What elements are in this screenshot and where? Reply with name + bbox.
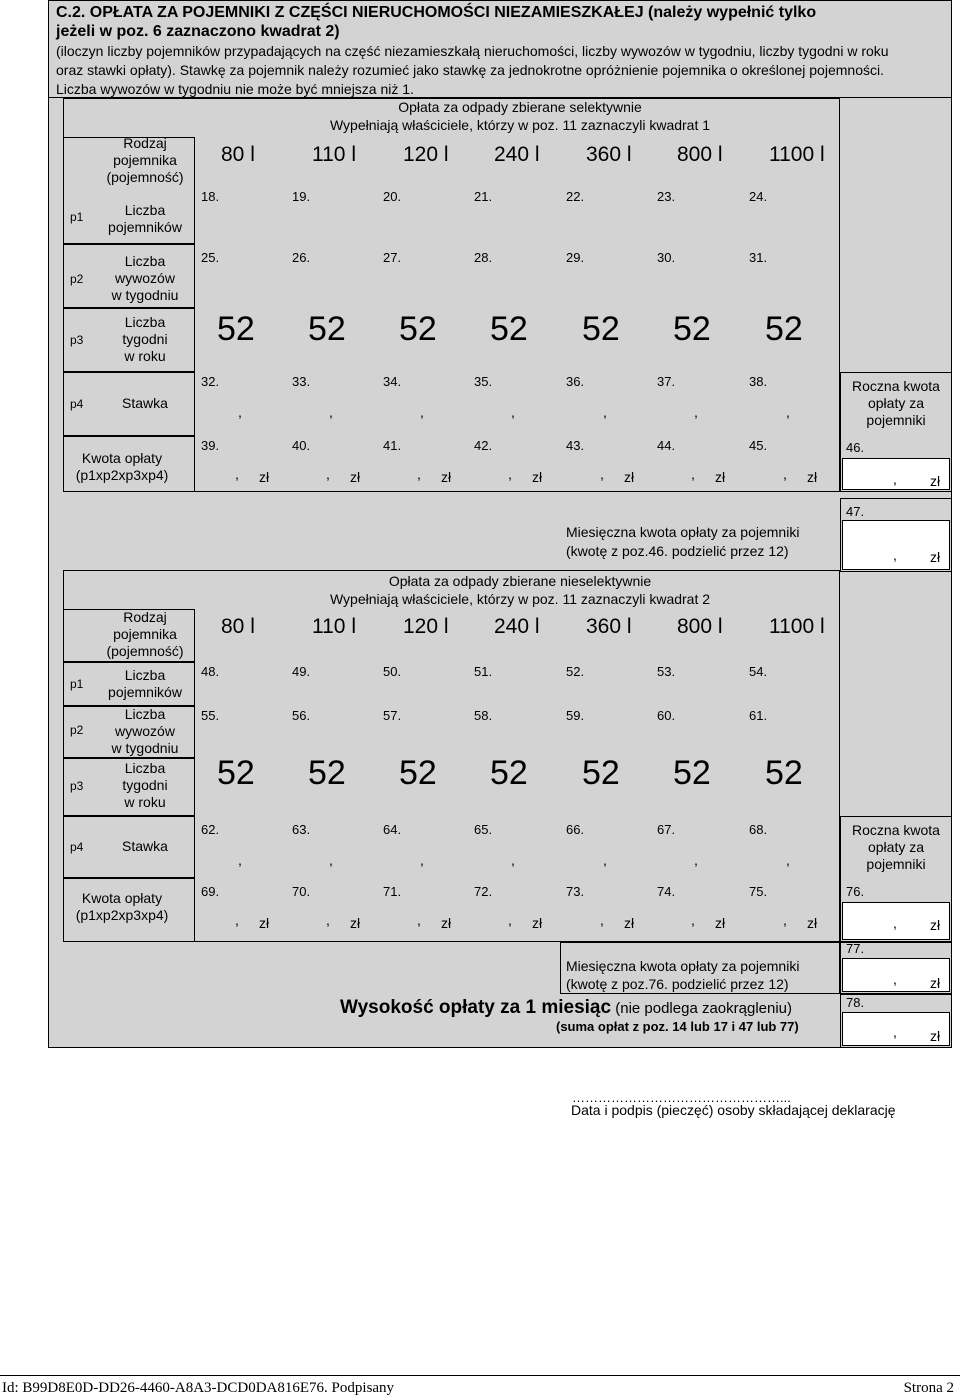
- selective-weeks-value: 52: [765, 310, 803, 348]
- field-47-number: 47.: [846, 504, 865, 519]
- label2-liczba-wywozow: Liczba wywozów w tygodniu: [111, 706, 179, 756]
- nonselective-count-field: 52.: [566, 664, 585, 679]
- label2-stawka: Stawka: [122, 838, 168, 854]
- selective-amount-comma: ,: [783, 466, 787, 482]
- nonselective-rate-comma: ,: [420, 852, 424, 868]
- selective-pickup-field: 29.: [566, 250, 585, 265]
- selective-amount-field: 44.: [657, 438, 676, 453]
- nonselective-weeks-value: 52: [399, 754, 437, 792]
- nonselective-pickup-field: 61.: [749, 708, 768, 723]
- selective-rate-comma: ,: [238, 404, 242, 420]
- selective-capacity: 360 l: [586, 143, 632, 166]
- nonselective-annual-label: Roczna kwota opłaty za pojemniki: [852, 822, 940, 872]
- selective-pickup-field: 27.: [383, 250, 402, 265]
- selective-amount-comma: ,: [326, 466, 330, 482]
- selective-count-field: 19.: [292, 189, 311, 204]
- nonselective-amount-comma: ,: [235, 912, 239, 928]
- nonselective-capacity: 800 l: [677, 615, 723, 638]
- label-p2: p2: [70, 272, 84, 286]
- label2-p3: p3: [70, 779, 84, 793]
- field-78-number: 78.: [846, 995, 865, 1010]
- field-78-currency: zł: [930, 1028, 941, 1044]
- label-p3: p3: [70, 333, 84, 347]
- selective-rate-field: 32.: [201, 374, 220, 389]
- nonselective-pickup-field: 59.: [566, 708, 585, 723]
- selective-count-field: 18.: [201, 189, 220, 204]
- selective-capacity: 240 l: [494, 143, 540, 166]
- label2-p1: p1: [70, 677, 84, 691]
- selective-amount-comma: ,: [600, 466, 604, 482]
- footer-page: Strona 2: [903, 1380, 954, 1396]
- field-76-comma: ,: [893, 915, 897, 931]
- nonselective-pickup-field: 60.: [657, 708, 676, 723]
- selective-weeks-value: 52: [490, 310, 528, 348]
- selective-rate-field: 33.: [292, 374, 311, 389]
- nonselective-subtitle: Wypełniają właściciele, którzy w poz. 11 zaznaczyli kwadrat 2: [329, 591, 711, 607]
- selective-amount-currency: zł: [715, 469, 726, 485]
- signature-label: Data i podpis (pieczęć) osoby składającej deklarację: [571, 1102, 896, 1118]
- nonselective-amount-currency: zł: [441, 915, 452, 931]
- nonselective-rate-comma: ,: [238, 852, 242, 868]
- nonselective-amount-comma: ,: [783, 912, 787, 928]
- selective-rate-comma: ,: [603, 404, 607, 420]
- selective-pickup-field: 31.: [749, 250, 768, 265]
- selective-rate-field: 34.: [383, 374, 402, 389]
- nonselective-pickup-field: 57.: [383, 708, 402, 723]
- nonselective-amount-field: 70.: [292, 884, 311, 899]
- label-kwota: Kwota opłaty (p1xp2xp3xp4): [75, 450, 169, 483]
- nonselective-weeks-value: 52: [308, 754, 346, 792]
- section-desc-1: (iloczyn liczby pojemników przypadających na część niezamieszkałą nieruchomości, liczby wywozów w tygodniu, liczby tygodni w roku: [56, 43, 889, 59]
- selective-rate-comma: ,: [329, 404, 333, 420]
- selective-rate-field: 38.: [749, 374, 768, 389]
- field-47-comma: ,: [893, 547, 897, 563]
- nonselective-amount-comma: ,: [326, 912, 330, 928]
- selective-amount-field: 40.: [292, 438, 311, 453]
- label-p1: p1: [70, 210, 84, 224]
- selective-weeks-value: 52: [673, 310, 711, 348]
- selective-amount-currency: zł: [350, 469, 361, 485]
- nonselective-weeks-value: 52: [217, 754, 255, 792]
- selective-amount-comma: ,: [417, 466, 421, 482]
- selective-amount-currency: zł: [259, 469, 270, 485]
- selective-weeks-value: 52: [582, 310, 620, 348]
- nonselective-amount-field: 69.: [201, 884, 220, 899]
- nonselective-amount-currency: zł: [715, 915, 726, 931]
- field-46-comma: ,: [893, 471, 897, 487]
- selective-rate-comma: ,: [786, 404, 790, 420]
- label-stawka: Stawka: [122, 395, 168, 411]
- nonselective-weeks-value: 52: [765, 754, 803, 792]
- selective-amount-field: 45.: [749, 438, 768, 453]
- nonselective-rate-field: 63.: [292, 822, 311, 837]
- nonselective-count-field: 54.: [749, 664, 768, 679]
- label-liczba-pojemnikow: Liczba pojemników: [108, 202, 182, 235]
- field-77-currency: zł: [930, 975, 941, 991]
- nonselective-amount-field: 73.: [566, 884, 585, 899]
- footer-id: Id: B99D8E0D-DD26-4460-A8A3-DCD0DA816E76. Podpisany: [2, 1380, 395, 1396]
- selective-count-field: 22.: [566, 189, 585, 204]
- selective-capacity: 800 l: [677, 143, 723, 166]
- nonselective-rate-field: 66.: [566, 822, 585, 837]
- label2-p2: p2: [70, 723, 84, 737]
- nonselective-amount-currency: zł: [624, 915, 635, 931]
- selective-amount-field: 39.: [201, 438, 220, 453]
- nonselective-amount-comma: ,: [417, 912, 421, 928]
- selective-amount-field: 43.: [566, 438, 585, 453]
- selective-count-field: 23.: [657, 189, 676, 204]
- nonselective-rate-field: 65.: [474, 822, 493, 837]
- selective-rate-comma: ,: [694, 404, 698, 420]
- label2-rodzaj: Rodzaj pojemnika (pojemność): [106, 609, 184, 659]
- nonselective-amount-currency: zł: [807, 915, 818, 931]
- nonselective-capacity: 240 l: [494, 615, 540, 638]
- selective-title: Opłata za odpady zbierane selektywnie: [398, 99, 642, 115]
- nonselective-amount-field: 71.: [383, 884, 402, 899]
- field-76-number: 76.: [846, 884, 865, 899]
- total-label: Wysokość opłaty za 1 miesiąc (nie podlega zaokrągleniu): [340, 997, 793, 1018]
- nonselective-rate-field: 62.: [201, 822, 220, 837]
- nonselective-amount-currency: zł: [259, 915, 270, 931]
- nonselective-rate-comma: ,: [786, 852, 790, 868]
- selective-monthly-label: Miesięczna kwota opłaty za pojemniki: [566, 524, 800, 540]
- selective-weeks-value: 52: [399, 310, 437, 348]
- nonselective-count-field: 49.: [292, 664, 311, 679]
- selective-rate-field: 36.: [566, 374, 585, 389]
- label2-liczba-tygodni: Liczba tygodni w roku: [122, 760, 168, 810]
- field-78-comma: ,: [893, 1024, 897, 1040]
- nonselective-count-field: 53.: [657, 664, 676, 679]
- nonselective-amount-field: 75.: [749, 884, 768, 899]
- field-46-currency: zł: [930, 473, 941, 489]
- label2-p4: p4: [70, 840, 84, 854]
- selective-weeks-value: 52: [308, 310, 346, 348]
- total-sum-note: (suma opłat z poz. 14 lub 17 i 47 lub 77): [556, 1019, 799, 1034]
- label-liczba-tygodni: Liczba tygodni w roku: [122, 314, 168, 364]
- nonselective-count-field: 51.: [474, 664, 493, 679]
- nonselective-rate-comma: ,: [694, 852, 698, 868]
- selective-count-field: 21.: [474, 189, 493, 204]
- section-title: C.2. OPŁATA ZA POJEMNIKI Z CZĘŚCI NIERUCHOMOŚCI NIEZAMIESZKAŁEJ (należy wypełnić tylko: [56, 4, 817, 21]
- selective-amount-currency: zł: [441, 469, 452, 485]
- selective-annual-label: Roczna kwota opłaty za pojemniki: [852, 378, 940, 428]
- selective-rate-field: 35.: [474, 374, 493, 389]
- field-46-number: 46.: [846, 440, 865, 455]
- nonselective-rate-field: 67.: [657, 822, 676, 837]
- selective-amount-comma: ,: [508, 466, 512, 482]
- selective-rate-field: 37.: [657, 374, 676, 389]
- nonselective-monthly-note: (kwotę z poz.76. podzielić przez 12): [566, 976, 789, 992]
- section-title-cont: jeżeli w poz. 6 zaznaczono kwadrat 2): [56, 23, 340, 40]
- footer-bar: [0, 1375, 960, 1400]
- nonselective-capacity: 1100 l: [769, 615, 825, 638]
- signature-dots: …………………………………………...: [572, 1090, 791, 1105]
- nonselective-pickup-field: 58.: [474, 708, 493, 723]
- nonselective-rate-field: 68.: [749, 822, 768, 837]
- nonselective-rate-comma: ,: [603, 852, 607, 868]
- selective-capacity: 80 l: [221, 143, 255, 166]
- nonselective-amount-comma: ,: [691, 912, 695, 928]
- nonselective-amount-field: 72.: [474, 884, 493, 899]
- selective-amount-comma: ,: [235, 466, 239, 482]
- selective-count-field: 24.: [749, 189, 768, 204]
- nonselective-weeks-value: 52: [673, 754, 711, 792]
- nonselective-amount-comma: ,: [600, 912, 604, 928]
- selective-count-field: 20.: [383, 189, 402, 204]
- selective-capacity: 1100 l: [769, 143, 825, 166]
- nonselective-amount-currency: zł: [532, 915, 543, 931]
- nonselective-amount-comma: ,: [508, 912, 512, 928]
- selective-subtitle: Wypełniają właściciele, którzy w poz. 11 zaznaczyli kwadrat 1: [329, 117, 711, 133]
- nonselective-capacity: 110 l: [312, 615, 356, 638]
- selective-pickup-field: 25.: [201, 250, 220, 265]
- label-rodzaj: Rodzaj pojemnika (pojemność): [106, 135, 184, 185]
- selective-amount-currency: zł: [532, 469, 543, 485]
- section-desc-2: oraz stawki opłaty). Stawkę za pojemnik należy rozumieć jako stawkę za jednokrotne opróżnienie pojemnika o określonej pojemności.: [56, 62, 884, 78]
- selective-amount-currency: zł: [807, 469, 818, 485]
- field-47-currency: zł: [930, 549, 941, 565]
- nonselective-count-field: 50.: [383, 664, 402, 679]
- nonselective-count-field: 48.: [201, 664, 220, 679]
- nonselective-rate-comma: ,: [329, 852, 333, 868]
- nonselective-rate-field: 64.: [383, 822, 402, 837]
- selective-pickup-field: 28.: [474, 250, 493, 265]
- selective-weeks-value: 52: [217, 310, 255, 348]
- section-desc-3: Liczba wywozów w tygodniu nie może być mniejsza niż 1.: [56, 81, 414, 97]
- nonselective-weeks-value: 52: [490, 754, 528, 792]
- selective-monthly-note: (kwotę z poz.46. podzielić przez 12): [566, 543, 789, 559]
- nonselective-pickup-field: 55.: [201, 708, 220, 723]
- nonselective-capacity: 360 l: [586, 615, 632, 638]
- nonselective-rate-comma: ,: [511, 852, 515, 868]
- selective-capacity: 110 l: [312, 143, 356, 166]
- nonselective-weeks-value: 52: [582, 754, 620, 792]
- selective-rate-comma: ,: [511, 404, 515, 420]
- selective-pickup-field: 26.: [292, 250, 311, 265]
- selective-pickup-field: 30.: [657, 250, 676, 265]
- field-77-comma: ,: [893, 971, 897, 987]
- label2-liczba-pojemnikow: Liczba pojemników: [108, 667, 182, 700]
- selective-amount-field: 41.: [383, 438, 402, 453]
- nonselective-capacity: 120 l: [403, 615, 449, 638]
- label2-kwota: Kwota opłaty (p1xp2xp3xp4): [75, 890, 169, 923]
- nonselective-capacity: 80 l: [221, 615, 255, 638]
- selective-amount-comma: ,: [691, 466, 695, 482]
- selective-capacity: 120 l: [403, 143, 449, 166]
- selective-amount-currency: zł: [624, 469, 635, 485]
- label-liczba-wywozow: Liczba wywozów w tygodniu: [111, 253, 179, 303]
- field-76-currency: zł: [930, 917, 941, 933]
- nonselective-title: Opłata za odpady zbierane nieselektywnie: [388, 573, 652, 589]
- selective-amount-field: 42.: [474, 438, 493, 453]
- nonselective-amount-field: 74.: [657, 884, 676, 899]
- selective-rate-comma: ,: [420, 404, 424, 420]
- label-p4: p4: [70, 397, 84, 411]
- field-77-number: 77.: [846, 941, 865, 956]
- nonselective-pickup-field: 56.: [292, 708, 311, 723]
- nonselective-amount-currency: zł: [350, 915, 361, 931]
- nonselective-monthly-label: Miesięczna kwota opłaty za pojemniki: [566, 958, 800, 974]
